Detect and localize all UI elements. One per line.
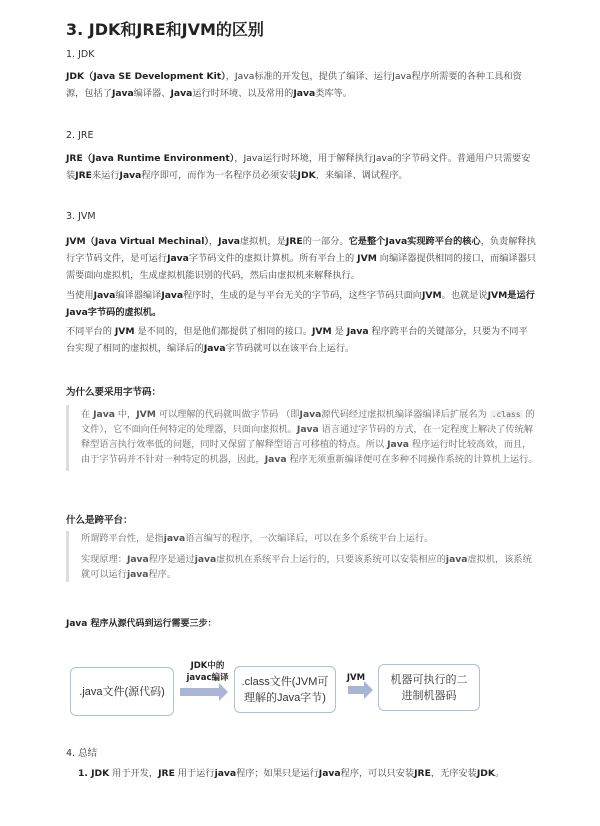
jvm-paragraph-2 — [66, 287, 536, 321]
text-run: 编译器编译 — [115, 290, 162, 301]
text-run: ，无序安装 — [430, 768, 477, 779]
inline-code: .class — [491, 410, 521, 419]
bold-text: JVM — [114, 326, 135, 337]
bold-text: java — [445, 554, 468, 565]
bold-text: Java — [387, 439, 409, 450]
text-run: 来运行 — [91, 170, 120, 181]
text-run: 当使用 — [66, 290, 94, 301]
class-file-box: .class文件(JVM可理解的Java字节) — [234, 666, 336, 713]
text-run: 程序。 — [148, 569, 177, 580]
section-heading-jvm: 3. JVM — [66, 211, 96, 222]
text-run: 的一部分。 — [302, 236, 349, 247]
bold-text: JRE（Java Runtime Environment） — [66, 153, 235, 164]
text-run: ，来编译、调试程序。 — [315, 170, 408, 181]
bold-text: Java — [111, 88, 134, 99]
text-run: 程序即可，而作为一名程序员必须安装 — [141, 170, 298, 181]
bold-text: JDK — [476, 768, 495, 779]
text-run: 中， — [114, 409, 137, 420]
arrow-right-icon — [348, 686, 365, 694]
bytecode-quote — [66, 405, 539, 471]
text-run: 是 — [331, 326, 347, 337]
text-run: 虚拟机，该系统就可以运行 — [81, 554, 532, 580]
text-run: ，Java运行时环境，用于解释执行Java的字节码文件。普通用户只需要安装 — [66, 153, 531, 181]
text-run: 可以理解的代码就叫做字节码 （即 — [155, 409, 300, 420]
jre-paragraph — [66, 150, 536, 184]
bold-text: JDK — [297, 170, 316, 181]
bold-text: java — [163, 533, 186, 544]
text-run: ， — [208, 236, 219, 247]
text-run: ，Java标准的开发包，提供了编译、运行Java程序所需要的各种工具和资源，包括了 — [66, 71, 522, 99]
text-run: 用于运行 — [174, 768, 215, 779]
bold-text: Java — [203, 343, 226, 354]
text-run: 语言通过字节码的方式，在一定程度上解决了传统解释型语言执行效率低的问题，同时又保留了解释型语言可移植的特点。所以 — [81, 424, 533, 450]
text-run: 程序运行时比较高效，而且，由于字节码并不针对一种特定的机器，因此， — [81, 439, 532, 465]
javac-label-line2: javac编译 — [186, 673, 229, 683]
bold-text: JVM（Java Virtual Mechinal） — [66, 236, 209, 247]
bold-text: JVM — [136, 409, 156, 420]
text-run: 虚拟机，是 — [239, 236, 286, 247]
text-run: 不同平台的 — [66, 326, 115, 337]
bold-text: Java — [299, 409, 322, 420]
bold-text: JRE — [158, 768, 175, 779]
section-heading-summary: 4. 总结 — [66, 748, 98, 759]
page-title: 3. JDK和JRE和JVM的区别 — [66, 20, 264, 39]
bold-text: Java — [346, 326, 369, 337]
summary-item — [78, 765, 548, 782]
crossplatform-quote-2 — [81, 552, 539, 582]
bold-text: 它是整个Java实现跨平台的核心 — [348, 236, 481, 247]
bold-text: JRE — [75, 170, 92, 181]
text-run: 所谓跨平台性，是指 — [81, 533, 164, 544]
bold-text: JVM — [422, 290, 442, 301]
text-run: 程序时，生成的是与平台无关的字节码，这些字节码只面向 — [183, 290, 422, 301]
bytecode-heading: 为什么要采用字节码： — [66, 387, 162, 398]
text-run: 在 — [81, 409, 94, 420]
arrow-right-icon — [180, 688, 220, 696]
text-run: 程序是通过 — [148, 554, 195, 565]
bold-text: Java — [93, 290, 116, 301]
bold-text: Java — [318, 768, 341, 779]
text-run: 源代码经过虚拟机编译器编译后扩展名为 — [321, 409, 490, 420]
text-run: 字节码就可以在该平台上运行。 — [225, 343, 355, 354]
bold-text: 1. JDK — [78, 768, 110, 779]
jvm-label: JVM — [346, 673, 366, 683]
bold-text: JVM — [312, 326, 332, 337]
bold-text: java — [126, 569, 149, 580]
text-run: 实现原理： — [81, 554, 127, 565]
bold-text: java — [214, 768, 237, 779]
text-run: 。 — [495, 768, 505, 779]
bold-text: JVM是运行Java字节码的虚拟机。 — [66, 290, 535, 318]
text-run: 语言编写的程序，一次编译后，可以在多个系统平台上运行。 — [185, 533, 434, 544]
text-run: 程序，可以只安装 — [340, 768, 415, 779]
bold-text: Java — [126, 554, 149, 565]
bold-text: java — [194, 554, 217, 565]
bold-text: Java — [293, 88, 316, 99]
bold-text: Java — [119, 170, 142, 181]
crossplatform-quote-1 — [81, 531, 539, 546]
crossplatform-quote — [66, 531, 539, 582]
jvm-paragraph-3 — [66, 323, 536, 357]
bold-text: Java — [161, 290, 184, 301]
text-run: 类库等。 — [315, 88, 352, 99]
jvm-paragraph-1 — [66, 233, 536, 284]
javac-label-line1: JDK中的 — [190, 661, 225, 671]
text-run: 字节码文件的虚拟计算机。所有平台上的 — [188, 253, 358, 264]
text-run: 。也就是说 — [441, 290, 488, 301]
source-file-box: .java文件(源代码) — [70, 667, 174, 716]
bold-text: Java — [170, 88, 193, 99]
bold-text: Java — [93, 409, 115, 420]
text-run: 的文件），它不面向任何特定的处理器，只面向虚拟机。 — [81, 409, 535, 435]
text-run: 虚拟机在系统平台上运行的，只要该系统可以安装相应的 — [216, 554, 446, 565]
text-run: 用于开发， — [109, 768, 159, 779]
steps-heading: Java 程序从源代码到运行需要三步： — [66, 619, 217, 629]
jdk-paragraph — [66, 68, 536, 102]
bold-text: JRE — [285, 236, 303, 247]
bold-text: JRE — [414, 768, 431, 779]
text-run: 程序无须重新编译便可在多种不同操作系统的计算机上运行。 — [286, 454, 538, 465]
text-run: 编译器、 — [133, 88, 171, 99]
bold-text: Java — [167, 253, 189, 264]
text-run: 程序跨平台的关键部分，只要为不同平台实现了相同的虚拟机，编译后的 — [66, 326, 528, 354]
bold-text: Java — [296, 424, 319, 435]
text-run: 是不同的，但是他们都提供了相同的接口。 — [134, 326, 313, 337]
javac-label — [180, 660, 235, 684]
section-heading-jre: 2. JRE — [66, 130, 94, 141]
bold-text: JVM — [357, 253, 377, 264]
machine-code-box: 机器可执行的二进制机器码 — [378, 664, 480, 711]
text-run: ，负责解释执行字节码文件，是可运行 — [66, 236, 536, 264]
crossplatform-heading: 什么是跨平台： — [66, 515, 133, 526]
bold-text: Java — [264, 454, 287, 465]
section-heading-jdk: 1. JDK — [66, 49, 95, 60]
bold-text: Java — [218, 236, 240, 247]
text-run: 运行时环境、以及常用的 — [192, 88, 294, 99]
bold-text: JDK（Java SE Development Kit） — [66, 71, 226, 82]
text-run: 程序；如果只是运行 — [236, 768, 319, 779]
text-run: 向编译器提供相同的接口，而编译器只需要面向虚拟机，生成虚拟机能识别的代码，然后由虚拟机来解释执行。 — [66, 253, 536, 281]
